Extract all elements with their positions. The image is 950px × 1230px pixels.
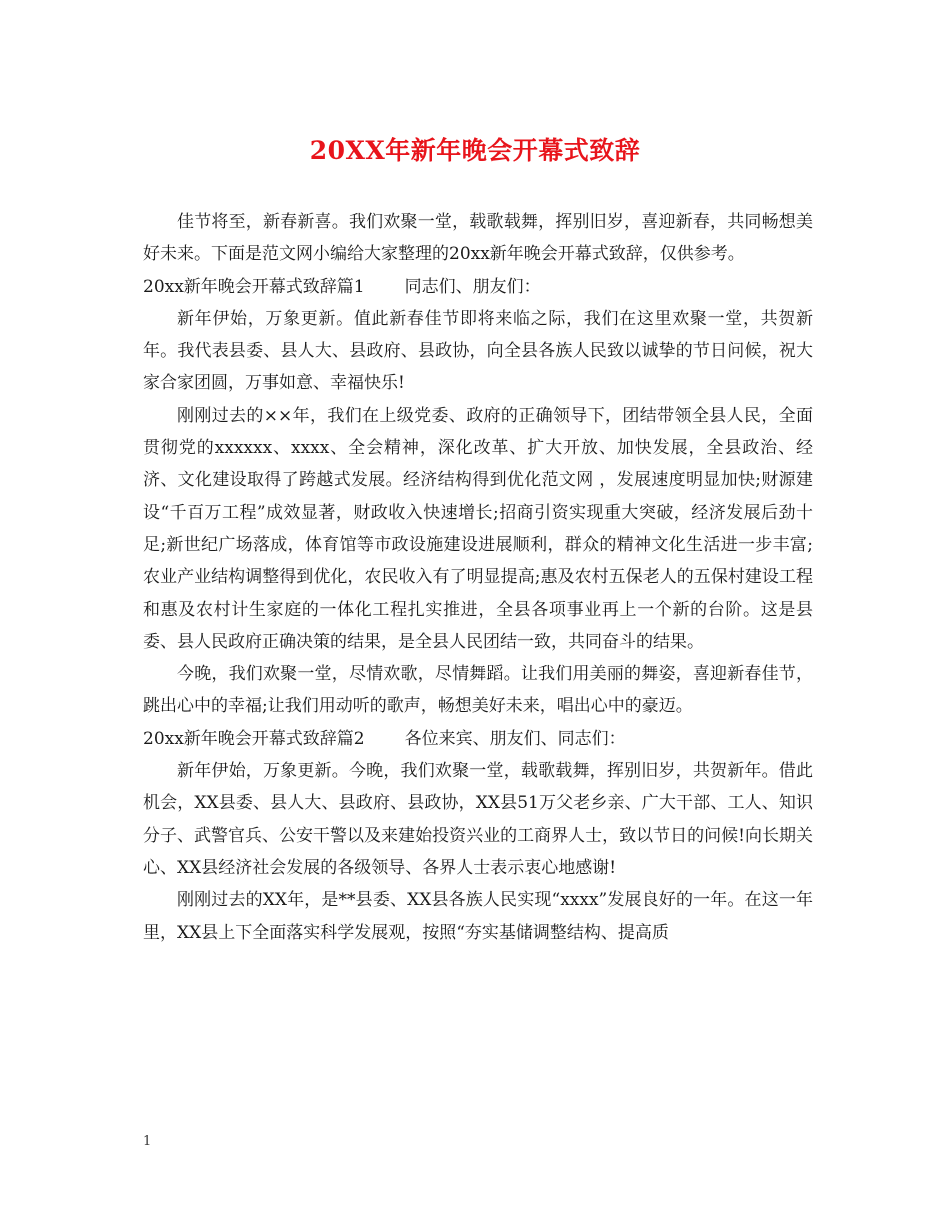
document-body (143, 206, 813, 949)
intro-paragraph: 佳节将至，新春新喜。我们欢聚一堂，载歌载舞，挥别旧岁，喜迎新春，共同畅想美好未来。下面是范文网小编给大家整理的20xx新年晚会开幕式致辞，仅供参考。 (143, 212, 813, 265)
section-1-heading-line (143, 271, 813, 303)
section-1-heading: 20xx新年晚会开幕式致辞篇1 (143, 276, 365, 297)
page-number: 1 (143, 1134, 152, 1149)
section-2-paragraph: 新年伊始，万象更新。今晚，我们欢聚一堂，载歌载舞，挥别旧岁，共贺新年。借此机会，XX县委、县人大、县政府、县政协，XX县51万父老乡亲、广大干部、工人、知识分子、武警官兵、公安干警以及来建始投资兴业的工商界人士，致以节日的问候!向长期关心、XX县经济社会发展的各级领导、各界人士表示衷心地感谢! (143, 761, 813, 878)
section-1-salutation: 同志们、朋友们： (404, 276, 541, 297)
section-2-heading: 20xx新年晚会开幕式致辞篇2 (143, 728, 365, 749)
section-2-heading-line (143, 723, 813, 755)
section-2-paragraph: 刚刚过去的XX年，是**县委、XX县各族人民实现“xxxx”发展良好的一年。在这一年里，XX县上下全面落实科学发展观，按照“夯实基储调整结构、提高质 (143, 890, 813, 943)
section-1-paragraph: 今晚，我们欢聚一堂，尽情欢歌，尽情舞蹈。让我们用美丽的舞姿，喜迎新春佳节，跳出心中的幸福;让我们用动听的歌声，畅想美好未来，唱出心中的豪迈。 (143, 664, 813, 717)
section-1-paragraph: 刚刚过去的××年，我们在上级党委、政府的正确领导下，团结带领全县人民，全面贯彻党的xxxxxx、xxxx、全会精神，深化改革、扩大开放、加快发展，全县政治、经济、文化建设取得了跨越式发展。经济结构得到优化范文网 ，发展速度明显加快;财源建设“千百万工程”成效显著，财政收入快速增长;招商引资实现重大突破，经济发展后劲十足;新世纪广场落成，体育馆等市政设施建设进展顺利，群众的精神文化生活进一步丰富;农业产业结构调整得到优化，农民收入有了明显提高;惠及农村五保老人的五保村建设工程和惠及农村计生家庭的一体化工程扎实推进，全县各项事业再上一个新的台阶。这是县委、县人民政府正确决策的结果，是全县人民团结一致，共同奋斗的结果。 (143, 405, 813, 652)
section-2-salutation: 各位来宾、朋友们、同志们： (404, 728, 626, 749)
document-title: 20XX年新年晚会开幕式致辞 (309, 136, 641, 165)
section-1-paragraph: 新年伊始，万象更新。值此新春佳节即将来临之际，我们在这里欢聚一堂，共贺新年。我代表县委、县人大、县政府、县政协，向全县各族人民致以诚挚的节日问候，祝大家合家团圆，万事如意、幸福快乐! (143, 308, 813, 394)
